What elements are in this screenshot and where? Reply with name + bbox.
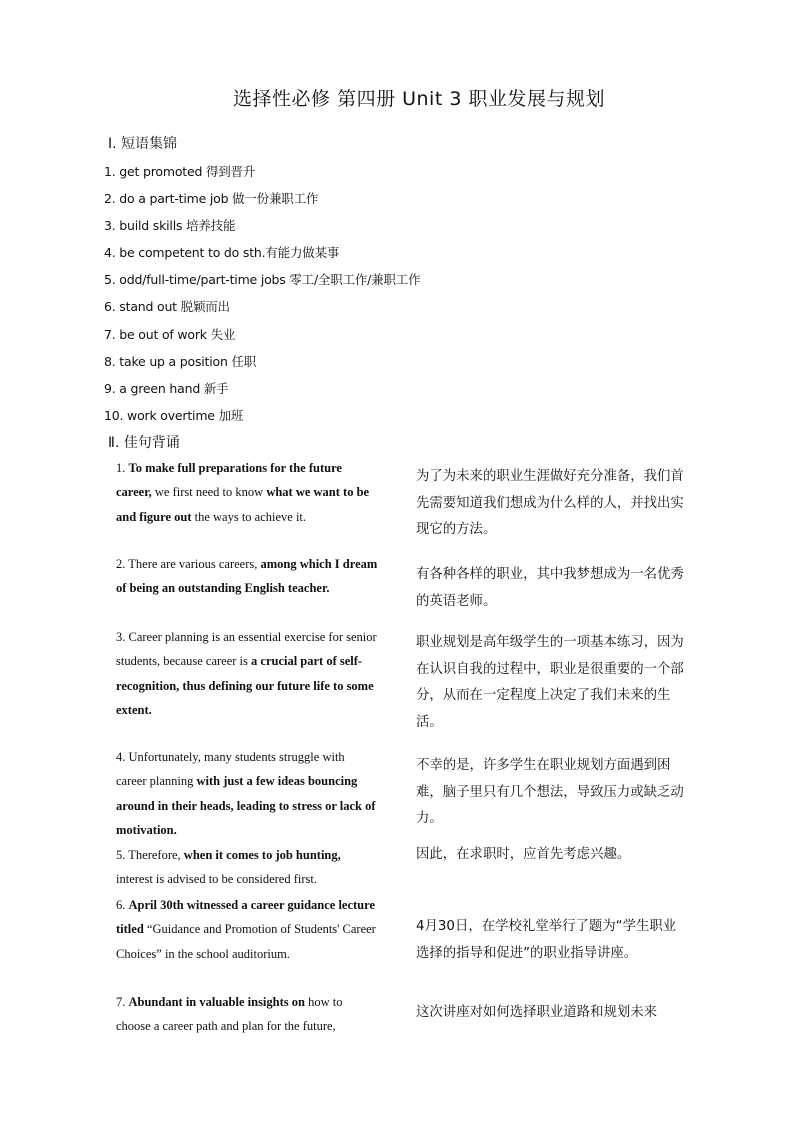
sentence-bold-segment: among which I dream of being an outstanding English teacher.	[116, 557, 378, 596]
sentence-english	[116, 745, 378, 842]
phrase-item: 4. be competent to do sth.有能力做某事	[104, 245, 340, 260]
phrase-item: 10. work overtime 加班	[104, 408, 244, 423]
sentence-chinese: 为了为未来的职业生涯做好充分准备，我们首先需要知道我们想成为什么样的人，并找出实现它的方法。	[416, 469, 684, 537]
sentence-segment: 4. Unfortunately, many students struggle with career planning	[116, 750, 345, 789]
sentence-chinese: 4月30日，在学校礼堂举行了题为“学生职业选择的指导和促进”的职业指导讲座。	[416, 919, 677, 961]
sentence-segment: 5. Therefore,	[116, 848, 184, 862]
sentence-chinese: 不幸的是，许多学生在职业规划方面遇到困难，脑子里只有几个想法，导致压力或缺乏动力。	[416, 758, 684, 826]
sentence-bold-segment: with just a few ideas bouncing around in their heads, leading to stress or lack of motivation.	[116, 774, 376, 837]
sentence-segment: the ways to achieve it.	[191, 509, 307, 524]
sentence-segment: interest is advised to be considered first.	[116, 872, 317, 887]
section-heading-phrases: Ⅰ. 短语集锦	[108, 136, 178, 152]
sentence-bold-segment: To make full preparations for the future career,	[116, 461, 342, 500]
sentence-english	[116, 843, 378, 892]
sentence-segment: 7.	[116, 995, 129, 1009]
sentence-english	[116, 456, 378, 529]
sentence-segment: 2. There are various careers,	[116, 557, 261, 571]
phrase-item: 3. build skills 培养技能	[104, 218, 236, 233]
sentence-bold-segment: Abundant in valuable insights on	[128, 995, 305, 1009]
sentence-bold-segment: a crucial part of self-recognition, thus defining our future life to some extent.	[116, 654, 374, 717]
sentence-chinese: 职业规划是高年级学生的一项基本练习，因为在认识自我的过程中，职业是很重要的一个部分，从而在一定程度上决定了我们未来的生活。	[416, 635, 684, 730]
phrase-item: 1. get promoted 得到晋升	[104, 164, 256, 179]
sentence-chinese: 有各种各样的职业，其中我梦想成为一名优秀的英语老师。	[416, 567, 684, 609]
sentence-segment: “Guidance and Promotion of Students' Career Choices” in the school auditorium.	[116, 922, 376, 961]
sentence-english	[116, 552, 378, 601]
phrase-item: 2. do a part-time job 做一份兼职工作	[104, 191, 319, 206]
phrase-item: 9. a green hand 新手	[104, 381, 229, 396]
sentence-english	[116, 990, 378, 1039]
sentence-bold-segment: when it comes to job hunting,	[183, 848, 341, 862]
phrase-item: 5. odd/full-time/part-time jobs 零工/全职工作/兼职工作	[104, 272, 421, 287]
section-heading-sentences: Ⅱ. 佳句背诵	[108, 435, 180, 451]
sentence-chinese: 因此，在求职时，应首先考虑兴趣。	[416, 847, 631, 862]
phrase-item: 8. take up a position 任职	[104, 354, 257, 369]
sentence-segment: we first need to know	[151, 485, 267, 500]
sentence-english	[116, 893, 378, 966]
sentence-segment: how to choose a career path and plan for the future,	[116, 995, 343, 1034]
sentence-segment: 3. Career planning is an essential exercise for senior students, because career is	[116, 630, 377, 669]
sentence-segment: 6.	[116, 898, 129, 912]
sentence-bold-segment: what we want to be and figure out	[116, 485, 370, 524]
sentence-english	[116, 625, 378, 722]
page-title: 选择性必修 第四册 Unit 3 职业发展与规划	[233, 88, 605, 110]
phrase-item: 7. be out of work 失业	[104, 327, 236, 342]
phrase-item: 6. stand out 脱颖而出	[104, 299, 230, 314]
sentence-segment: 1.	[116, 461, 129, 475]
sentence-bold-segment: April 30th witnessed a career guidance lecture titled	[116, 898, 375, 937]
sentence-chinese: 这次讲座对如何选择职业道路和规划未来	[416, 1005, 658, 1020]
